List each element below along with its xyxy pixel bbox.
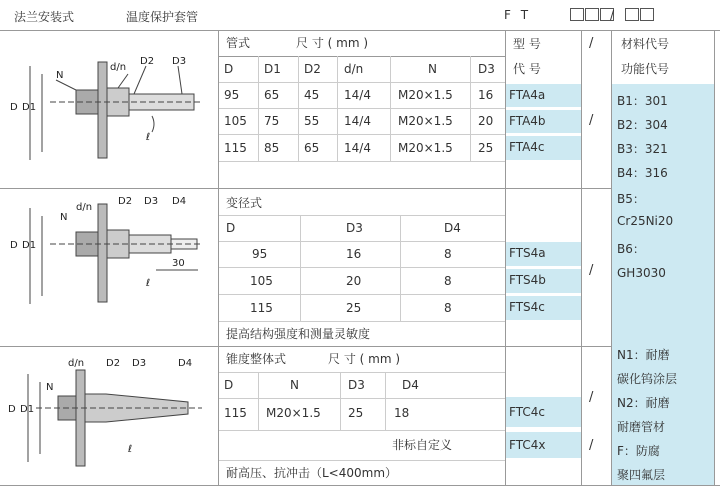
section-b-title: 变径式 [226,196,263,210]
label-L: ℓ [146,132,151,143]
material-item: B3：321 [617,142,668,156]
code-cell-b2: FTS4b [505,269,581,293]
code-cell-c1: FTC4c [505,397,581,427]
function-item: N2：耐磨 [617,396,670,410]
slash-c2: / [589,438,594,453]
table-cell: 65 [304,141,320,155]
custom-label: 非标自定义 [392,438,453,452]
table-cell: 20 [346,274,362,288]
function-header: 功能代号 [621,62,670,76]
col-header-d: D [224,62,234,76]
col-header-d4: D4 [444,221,461,235]
table-cell: 14/4 [344,88,371,102]
table-cell: 45 [304,88,320,102]
function-item: 聚四氟层 [617,468,666,482]
table-cell: 115 [224,406,247,420]
label-D1: D1 [22,240,37,251]
slash-a: / [589,113,594,128]
label-N: N [46,382,54,393]
table-cell: 18 [394,406,410,420]
table-cell: 95 [252,247,268,261]
col-header-d: D [224,378,234,392]
table-cell: 16 [478,88,494,102]
col-header-d1: D1 [264,62,281,76]
table-cell: 20 [478,114,494,128]
section-a-title: 管式 [226,36,251,50]
table-cell: 8 [444,274,452,288]
table-cell: 105 [250,274,273,288]
table-cell: 25 [346,301,362,315]
label-30: 30 [172,258,185,269]
label-D4: D4 [172,196,187,207]
material-item: GH3030 [617,266,666,280]
code-prefix: F T [504,8,532,22]
section-c-note: 耐高压、抗冲击（L<400mm） [226,466,398,480]
label-D: D [10,240,18,251]
code-boxes-2 [625,8,655,23]
table-cell: 8 [444,301,452,315]
label-D: D [10,102,18,113]
material-item: B4：316 [617,166,668,180]
material-item: B1：301 [617,94,668,108]
table-cell: M20×1.5 [266,406,321,420]
col-header-dn: d/n [344,62,364,76]
label-dn: d/n [110,62,127,73]
label-N: N [60,212,68,223]
material-item: B5： [617,192,645,206]
col-header-d3: D3 [348,378,365,392]
col-header-n: N [428,62,437,76]
label-N: N [56,70,64,81]
label-D1: D1 [20,404,35,415]
col-header-d4: D4 [402,378,419,392]
mount-type-label: 法兰安装式 [14,10,75,24]
model-header-top: 型 号 [513,37,541,51]
table-cell: 115 [250,301,273,315]
function-item: 碳化钨涂层 [617,372,678,386]
label-L: ℓ [146,278,151,289]
material-item: B2：304 [617,118,668,132]
material-item: Cr25Ni20 [617,214,674,228]
code-cell-a2: FTA4b [505,110,581,133]
label-dn: d/n [76,202,93,213]
code-cell-b1: FTS4a [505,242,581,266]
label-D3: D3 [132,358,147,369]
slash-b: / [589,263,594,278]
table-cell: 25 [348,406,364,420]
code-cell-a3: FTA4c [505,136,581,160]
function-item: F：防腐 [617,444,660,458]
slash-c1: / [589,390,594,405]
table-cell: M20×1.5 [398,141,453,155]
drawing-tapered-tube [6,352,212,482]
label-D2: D2 [106,358,121,369]
drawing-reduced-tube [6,192,212,342]
label-D3: D3 [144,196,159,207]
code-cell-b3: FTS4c [505,296,581,320]
code-cell-a1: FTA4a [505,84,581,107]
slash-header: / [589,36,594,51]
drawing-straight-tube [6,44,212,184]
col-header-d2: D2 [304,62,321,76]
col-header-d3: D3 [478,62,495,76]
table-cell: M20×1.5 [398,88,453,102]
label-D2: D2 [118,196,133,207]
section-b-note: 提高结构强度和测量灵敏度 [226,327,371,341]
material-item: B6： [617,242,645,256]
label-L: ℓ [128,444,133,455]
table-cell: 85 [264,141,280,155]
table-cell: 16 [346,247,362,261]
label-D1: D1 [22,102,37,113]
model-header-bottom: 代 号 [513,62,541,76]
table-cell: 14/4 [344,114,371,128]
table-cell: 95 [224,88,240,102]
function-item: 耐磨管材 [617,420,666,434]
label-D4: D4 [178,358,193,369]
label-D2: D2 [140,56,155,67]
code-slash: / [610,8,615,22]
header [0,0,720,30]
table-cell: M20×1.5 [398,114,453,128]
label-D3: D3 [172,56,187,67]
section-c-dims-title: 尺 寸 ( mm ) [328,352,401,366]
label-dn: d/n [68,358,85,369]
function-item: N1：耐磨 [617,348,670,362]
label-D: D [8,404,16,415]
table-cell: 14/4 [344,141,371,155]
page-title: 温度保护套管 [126,10,199,24]
table-cell: 65 [264,88,280,102]
table-cell: 115 [224,141,247,155]
code-cell-c2: FTC4x [505,432,581,458]
col-header-d3: D3 [346,221,363,235]
table-cell: 25 [478,141,494,155]
section-a-dims-title: 尺 寸 ( mm ) [296,36,369,50]
table-cell: 8 [444,247,452,261]
table-cell: 75 [264,114,280,128]
col-header-n: N [290,378,299,392]
section-c-title: 锥度整体式 [226,352,287,366]
material-header: 材料代号 [621,37,670,51]
table-cell: 105 [224,114,247,128]
table-cell: 55 [304,114,320,128]
code-boxes [570,8,615,23]
col-header-d: D [226,221,236,235]
